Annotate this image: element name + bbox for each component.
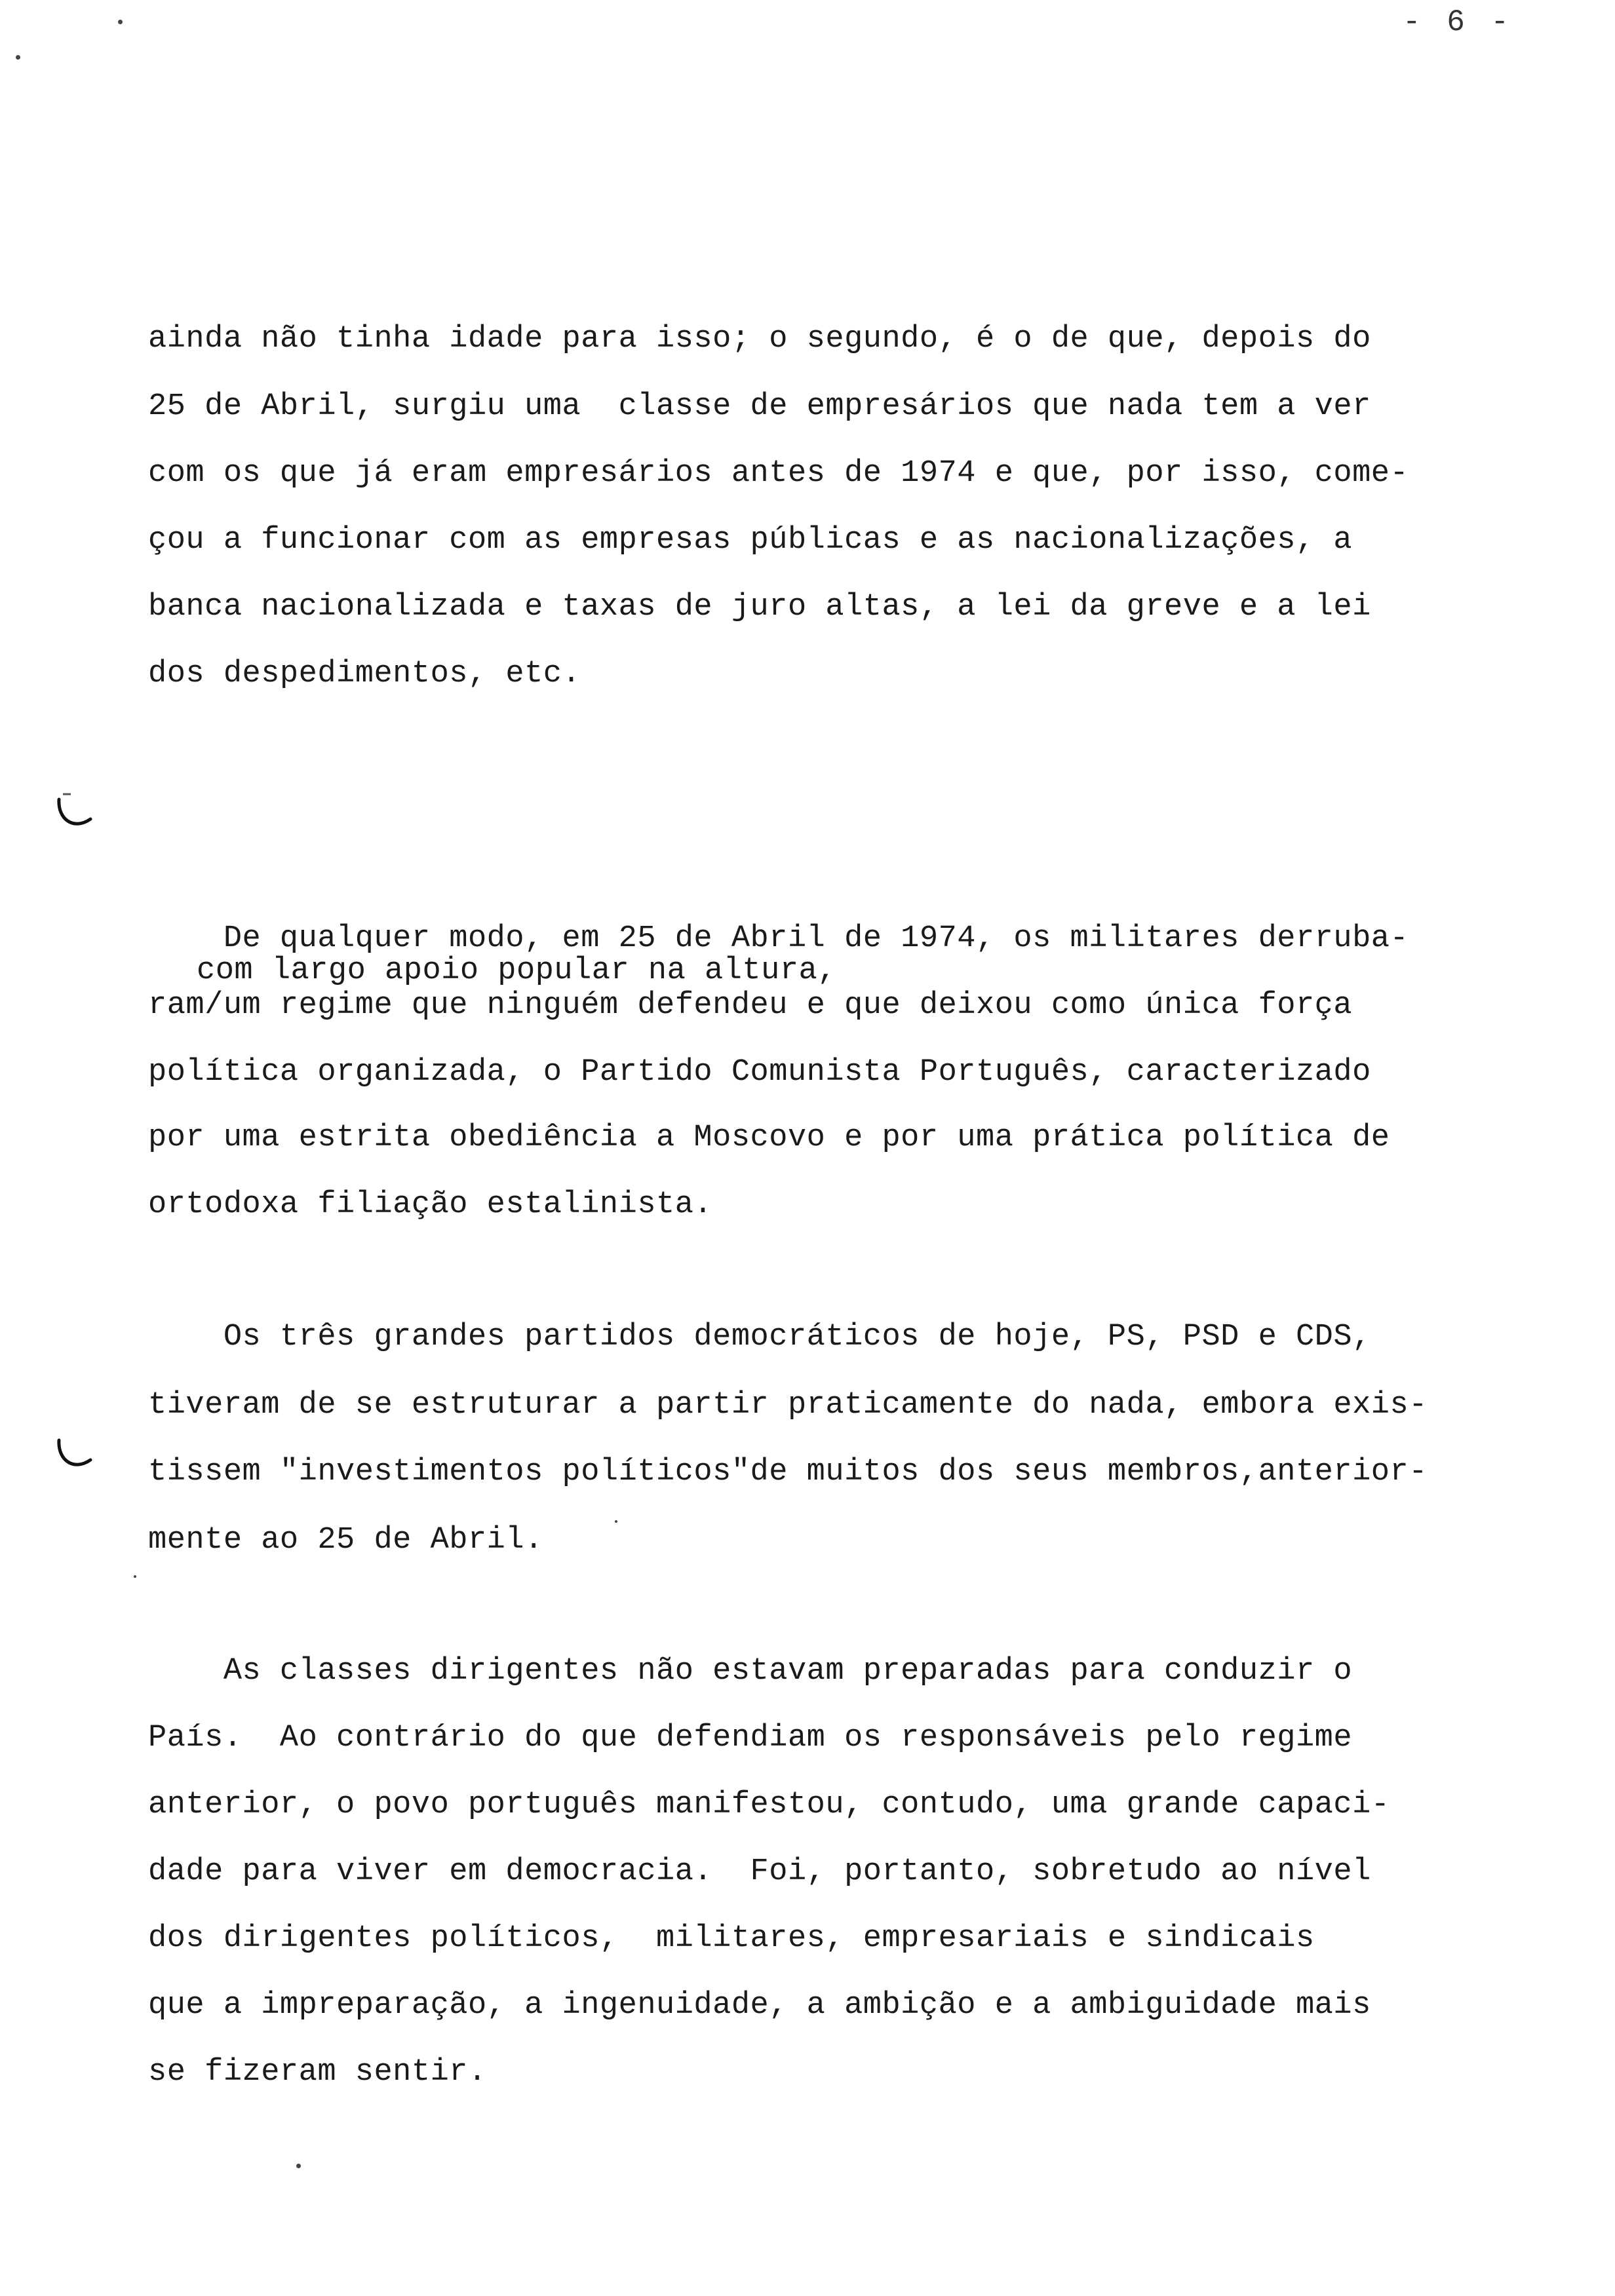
text-line: 25 de Abril, surgiu uma classe de empresários que nada tem a ver — [148, 389, 1371, 424]
text-line: Os três grandes partidos democráticos de hoje, PS, PSD e CDS, — [148, 1320, 1371, 1354]
scan-speck — [16, 55, 20, 60]
text-line: çou a funcionar com as empresas públicas e as nacionalizações, a — [148, 523, 1353, 558]
text-line: ortodoxa filiação estalinista. — [148, 1187, 713, 1222]
text-line: tissem "investimentos políticos"de muitos dos seus membros,anterior- — [148, 1455, 1428, 1489]
text-line: banca nacionalizada e taxas de juro altas, a lei da greve e a lei — [148, 590, 1371, 624]
text-line: dos dirigentes políticos, militares, empresariais e sindicais — [148, 1921, 1315, 1956]
text-line: País. Ao contrário do que defendiam os responsáveis pelo regime — [148, 1721, 1353, 1755]
text-line: tiveram de se estruturar a partir praticamente do nada, embora exis- — [148, 1388, 1428, 1423]
scan-speck — [296, 2164, 301, 2168]
text-line: ainda não tinha idade para isso; o segundo, é o de que, depois do — [148, 322, 1371, 356]
text-line: As classes dirigentes não estavam preparadas para conduzir o — [148, 1654, 1353, 1689]
text-line: ram/um regime que ninguém defendeu e que deixou como única força — [148, 988, 1353, 1023]
text-line: dos despedimentos, etc. — [148, 657, 581, 691]
text-line: se fizeram sentir. — [148, 2055, 487, 2090]
text-line: anterior, o povo português manifestou, contudo, uma grande capaci- — [148, 1788, 1390, 1822]
scan-speck — [134, 1575, 136, 1578]
text-line: dade para viver em democracia. Foi, portanto, sobretudo ao nível — [148, 1854, 1371, 1889]
page-number: - 6 - — [1403, 5, 1513, 39]
punch-hole-icon — [54, 793, 93, 832]
text-line: mente ao 25 de Abril. — [148, 1523, 543, 1558]
text-line: por uma estrita obediência a Moscovo e por uma prática política de — [148, 1120, 1390, 1155]
text-line: com os que já eram empresários antes de 1974 e que, por isso, come- — [148, 456, 1409, 491]
scan-speck — [118, 20, 123, 24]
text-line: política organizada, o Partido Comunista Português, caracterizado — [148, 1055, 1371, 1090]
handwritten-insertion: com largo apoio popular na altura, — [197, 953, 836, 988]
scan-speck — [615, 1520, 617, 1523]
text-line: que a impreparação, a ingenuidade, a ambição e a ambiguidade mais — [148, 1988, 1371, 2023]
punch-hole-icon — [54, 1435, 93, 1474]
text-line: De qualquer modo, em 25 de Abril de 1974, os militares derruba- — [148, 921, 1409, 956]
